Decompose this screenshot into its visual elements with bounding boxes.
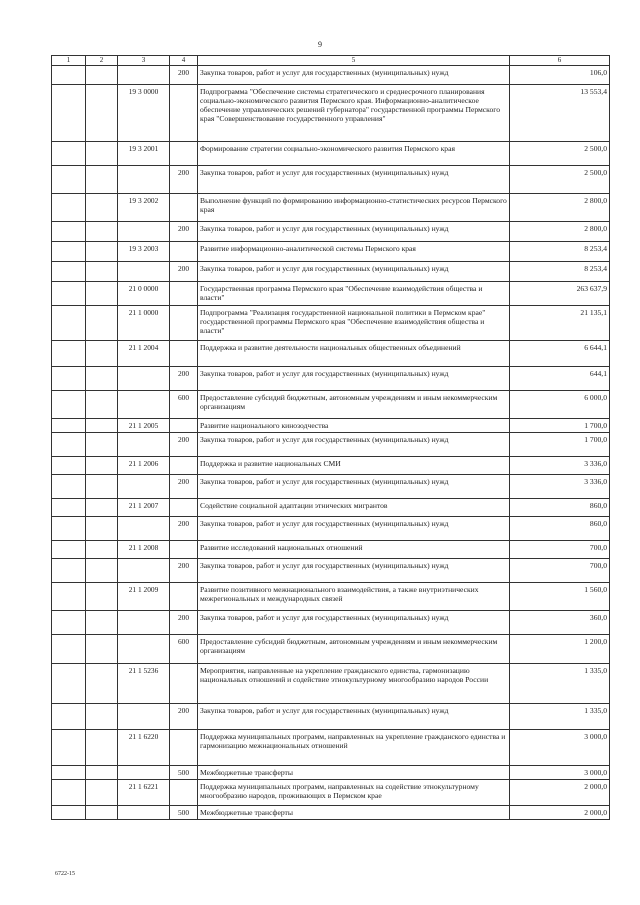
code-cell	[118, 806, 170, 820]
table-row	[52, 611, 610, 635]
td-empty-2	[86, 419, 118, 433]
expense-type-cell	[170, 664, 198, 704]
table-row	[52, 541, 610, 559]
expense-type-cell: 200	[170, 704, 198, 730]
td-empty-1	[52, 559, 86, 583]
amount-cell: 13 553,4	[510, 85, 610, 142]
table-row	[52, 282, 610, 306]
code-cell: 21 1 2006	[118, 457, 170, 475]
code-cell	[118, 766, 170, 780]
description-cell: Государственная программа Пермского края "Обеспечение взаимодействия общества и власти"	[198, 282, 510, 306]
td-empty-2	[86, 66, 118, 85]
amount-cell: 700,0	[510, 559, 610, 583]
td-empty-1	[52, 766, 86, 780]
code-cell	[118, 611, 170, 635]
td-empty-2	[86, 282, 118, 306]
code-cell: 21 1 6221	[118, 780, 170, 806]
td-empty-2	[86, 142, 118, 166]
expense-type-cell: 200	[170, 517, 198, 541]
table-row	[52, 262, 610, 282]
expense-type-cell: 600	[170, 635, 198, 664]
footer-code: 6722-15	[55, 871, 75, 877]
col-header-5: 5	[198, 56, 510, 66]
table-row	[52, 419, 610, 433]
description-cell: Подпрограмма "Реализация государственной национальной политики в Пермском крае" государственной программы Пермского края "Обеспечение взаимодействия общества и власти"	[198, 306, 510, 341]
code-cell: 19 3 2001	[118, 142, 170, 166]
code-cell: 21 1 0000	[118, 306, 170, 341]
td-empty-2	[86, 780, 118, 806]
code-cell	[118, 222, 170, 242]
table-row	[52, 142, 610, 166]
td-empty-1	[52, 85, 86, 142]
expense-type-cell: 200	[170, 166, 198, 194]
amount-cell: 860,0	[510, 517, 610, 541]
amount-cell: 6 000,0	[510, 391, 610, 419]
td-empty-2	[86, 635, 118, 664]
expense-type-cell: 200	[170, 611, 198, 635]
expense-type-cell	[170, 341, 198, 367]
table-body	[52, 56, 610, 820]
amount-cell: 1 335,0	[510, 704, 610, 730]
description-cell: Предоставление субсидий бюджетным, автономным учреждениям и иным некоммерческим организациям	[198, 635, 510, 664]
expense-type-cell: 200	[170, 559, 198, 583]
td-empty-1	[52, 780, 86, 806]
amount-cell: 8 253,4	[510, 242, 610, 262]
amount-cell: 263 637,9	[510, 282, 610, 306]
td-empty-2	[86, 499, 118, 517]
td-empty-2	[86, 367, 118, 391]
budget-table	[51, 55, 610, 820]
description-cell: Формирование стратегии социально-экономического развития Пермского края	[198, 142, 510, 166]
td-empty-1	[52, 194, 86, 222]
amount-cell: 2 800,0	[510, 194, 610, 222]
amount-cell: 6 644,1	[510, 341, 610, 367]
table-row	[52, 664, 610, 704]
td-empty-2	[86, 517, 118, 541]
expense-type-cell	[170, 583, 198, 611]
code-cell	[118, 166, 170, 194]
table-row	[52, 704, 610, 730]
table-row	[52, 242, 610, 262]
table-row	[52, 433, 610, 457]
expense-type-cell: 200	[170, 433, 198, 457]
td-empty-2	[86, 730, 118, 766]
code-cell: 19 3 0000	[118, 85, 170, 142]
expense-type-cell	[170, 242, 198, 262]
page-number: 9	[318, 40, 322, 49]
table-row	[52, 66, 610, 85]
description-cell: Выполнение функций по формированию информационно-статистических ресурсов Пермского края	[198, 194, 510, 222]
expense-type-cell	[170, 142, 198, 166]
td-empty-2	[86, 806, 118, 820]
description-cell: Поддержка муниципальных программ, направленных на содействие этнокультурному многообразию народов, проживающих в Пермском крае	[198, 780, 510, 806]
td-empty-1	[52, 242, 86, 262]
description-cell: Закупка товаров, работ и услуг для государственных (муниципальных) нужд	[198, 66, 510, 85]
description-cell: Поддержка и развитие национальных СМИ	[198, 457, 510, 475]
expense-type-cell	[170, 780, 198, 806]
table-row	[52, 730, 610, 766]
td-empty-2	[86, 262, 118, 282]
td-empty-1	[52, 806, 86, 820]
expense-type-cell: 600	[170, 391, 198, 419]
amount-cell: 2 000,0	[510, 780, 610, 806]
td-empty-1	[52, 730, 86, 766]
td-empty-1	[52, 517, 86, 541]
td-empty-1	[52, 391, 86, 419]
code-cell	[118, 704, 170, 730]
expense-type-cell	[170, 85, 198, 142]
amount-cell: 3 000,0	[510, 766, 610, 780]
td-empty-1	[52, 142, 86, 166]
amount-cell: 700,0	[510, 541, 610, 559]
description-cell: Закупка товаров, работ и услуг для государственных (муниципальных) нужд	[198, 475, 510, 499]
expense-type-cell: 200	[170, 66, 198, 85]
amount-cell: 3 000,0	[510, 730, 610, 766]
amount-cell: 860,0	[510, 499, 610, 517]
amount-cell: 1 560,0	[510, 583, 610, 611]
description-cell: Развитие исследований национальных отношений	[198, 541, 510, 559]
code-cell	[118, 559, 170, 583]
code-cell: 21 1 2009	[118, 583, 170, 611]
col-header-6: 6	[510, 56, 610, 66]
expense-type-cell	[170, 499, 198, 517]
code-cell: 19 3 2003	[118, 242, 170, 262]
td-empty-1	[52, 499, 86, 517]
description-cell: Развитие позитивного межнационального взаимодействия, а также внутриэтнических межрегиональных и международных связей	[198, 583, 510, 611]
td-empty-1	[52, 282, 86, 306]
table-row	[52, 367, 610, 391]
amount-cell: 2 500,0	[510, 166, 610, 194]
code-cell	[118, 635, 170, 664]
amount-cell: 360,0	[510, 611, 610, 635]
td-empty-1	[52, 66, 86, 85]
amount-cell: 1 200,0	[510, 635, 610, 664]
table-row	[52, 806, 610, 820]
amount-cell: 106,0	[510, 66, 610, 85]
col-header-3: 3	[118, 56, 170, 66]
expense-type-cell	[170, 306, 198, 341]
td-empty-2	[86, 611, 118, 635]
description-cell: Закупка товаров, работ и услуг для государственных (муниципальных) нужд	[198, 262, 510, 282]
expense-type-cell	[170, 419, 198, 433]
amount-cell: 2 800,0	[510, 222, 610, 242]
expense-type-cell	[170, 282, 198, 306]
td-empty-2	[86, 166, 118, 194]
expense-type-cell: 500	[170, 766, 198, 780]
td-empty-2	[86, 475, 118, 499]
table-row	[52, 222, 610, 242]
td-empty-1	[52, 541, 86, 559]
code-cell	[118, 262, 170, 282]
td-empty-2	[86, 766, 118, 780]
code-cell: 19 3 2002	[118, 194, 170, 222]
description-cell: Мероприятия, направленные на укрепление гражданского единства, гармонизацию национальных отношений и содействие этнокультурному многообразию народов России	[198, 664, 510, 704]
description-cell: Закупка товаров, работ и услуг для государственных (муниципальных) нужд	[198, 222, 510, 242]
table-row	[52, 194, 610, 222]
amount-cell: 21 135,1	[510, 306, 610, 341]
description-cell: Закупка товаров, работ и услуг для государственных (муниципальных) нужд	[198, 517, 510, 541]
amount-cell: 2 500,0	[510, 142, 610, 166]
td-empty-2	[86, 222, 118, 242]
td-empty-2	[86, 306, 118, 341]
table-row	[52, 559, 610, 583]
expense-type-cell: 200	[170, 222, 198, 242]
expense-type-cell	[170, 457, 198, 475]
td-empty-1	[52, 664, 86, 704]
table-row	[52, 85, 610, 142]
expense-type-cell: 200	[170, 367, 198, 391]
code-cell	[118, 367, 170, 391]
td-empty-1	[52, 457, 86, 475]
expense-type-cell	[170, 541, 198, 559]
code-cell: 21 0 0000	[118, 282, 170, 306]
table-row	[52, 635, 610, 664]
td-empty-2	[86, 704, 118, 730]
td-empty-2	[86, 433, 118, 457]
td-empty-1	[52, 367, 86, 391]
table-row	[52, 306, 610, 341]
description-cell: Закупка товаров, работ и услуг для государственных (муниципальных) нужд	[198, 433, 510, 457]
td-empty-1	[52, 166, 86, 194]
td-empty-2	[86, 541, 118, 559]
table-row	[52, 166, 610, 194]
col-header-1: 1	[52, 56, 86, 66]
td-empty-1	[52, 341, 86, 367]
table-row	[52, 499, 610, 517]
description-cell: Закупка товаров, работ и услуг для государственных (муниципальных) нужд	[198, 704, 510, 730]
code-cell: 21 1 2005	[118, 419, 170, 433]
description-cell: Закупка товаров, работ и услуг для государственных (муниципальных) нужд	[198, 559, 510, 583]
expense-type-cell	[170, 730, 198, 766]
td-empty-2	[86, 85, 118, 142]
td-empty-1	[52, 704, 86, 730]
amount-cell: 1 700,0	[510, 433, 610, 457]
description-cell: Развитие национального кинозодчества	[198, 419, 510, 433]
amount-cell: 1 700,0	[510, 419, 610, 433]
expense-type-cell	[170, 194, 198, 222]
code-cell	[118, 517, 170, 541]
td-empty-1	[52, 635, 86, 664]
td-empty-1	[52, 583, 86, 611]
expense-type-cell: 200	[170, 475, 198, 499]
code-cell: 21 1 2004	[118, 341, 170, 367]
td-empty-1	[52, 222, 86, 242]
td-empty-1	[52, 611, 86, 635]
code-cell	[118, 475, 170, 499]
col-header-4: 4	[170, 56, 198, 66]
table-row	[52, 341, 610, 367]
td-empty-2	[86, 341, 118, 367]
td-empty-1	[52, 475, 86, 499]
td-empty-2	[86, 664, 118, 704]
table-row	[52, 475, 610, 499]
table-row	[52, 766, 610, 780]
description-cell: Закупка товаров, работ и услуг для государственных (муниципальных) нужд	[198, 367, 510, 391]
description-cell: Развитие информационно-аналитической системы Пермского края	[198, 242, 510, 262]
td-empty-1	[52, 262, 86, 282]
td-empty-1	[52, 419, 86, 433]
td-empty-1	[52, 433, 86, 457]
code-cell: 21 1 2008	[118, 541, 170, 559]
amount-cell: 1 335,0	[510, 664, 610, 704]
td-empty-2	[86, 194, 118, 222]
amount-cell: 8 253,4	[510, 262, 610, 282]
table-row	[52, 457, 610, 475]
td-empty-2	[86, 242, 118, 262]
col-header-2: 2	[86, 56, 118, 66]
td-empty-1	[52, 306, 86, 341]
code-cell: 21 1 5236	[118, 664, 170, 704]
code-cell: 21 1 6220	[118, 730, 170, 766]
td-empty-2	[86, 559, 118, 583]
description-cell: Закупка товаров, работ и услуг для государственных (муниципальных) нужд	[198, 611, 510, 635]
code-cell	[118, 66, 170, 85]
table-row	[52, 780, 610, 806]
td-empty-2	[86, 583, 118, 611]
description-cell: Поддержка и развитие деятельности национальных общественных объединений	[198, 341, 510, 367]
td-empty-2	[86, 457, 118, 475]
code-cell	[118, 391, 170, 419]
description-cell: Предоставление субсидий бюджетным, автономным учреждениям и иным некоммерческим организациям	[198, 391, 510, 419]
description-cell: Закупка товаров, работ и услуг для государственных (муниципальных) нужд	[198, 166, 510, 194]
expense-type-cell: 200	[170, 262, 198, 282]
amount-cell: 3 336,0	[510, 457, 610, 475]
amount-cell: 644,1	[510, 367, 610, 391]
description-cell: Подпрограмма "Обеспечение системы стратегического и среднесрочного планирования социально-экономического развития Пермского края. Информационно-аналитическое обеспечение управленческих решений губернатора" государственной программы Пермского края "Совершенствование государственного управления"	[198, 85, 510, 142]
code-cell: 21 1 2007	[118, 499, 170, 517]
description-cell: Поддержка муниципальных программ, направленных на укрепление гражданского единства и гармонизацию межнациональных отношений	[198, 730, 510, 766]
amount-cell: 3 336,0	[510, 475, 610, 499]
table-row	[52, 391, 610, 419]
expense-type-cell: 500	[170, 806, 198, 820]
header-row	[52, 56, 610, 66]
description-cell: Межбюджетные трансферты	[198, 806, 510, 820]
code-cell	[118, 433, 170, 457]
description-cell: Содействие социальной адаптации этнических мигрантов	[198, 499, 510, 517]
table-row	[52, 583, 610, 611]
table-row	[52, 517, 610, 541]
amount-cell: 2 000,0	[510, 806, 610, 820]
td-empty-2	[86, 391, 118, 419]
description-cell: Межбюджетные трансферты	[198, 766, 510, 780]
